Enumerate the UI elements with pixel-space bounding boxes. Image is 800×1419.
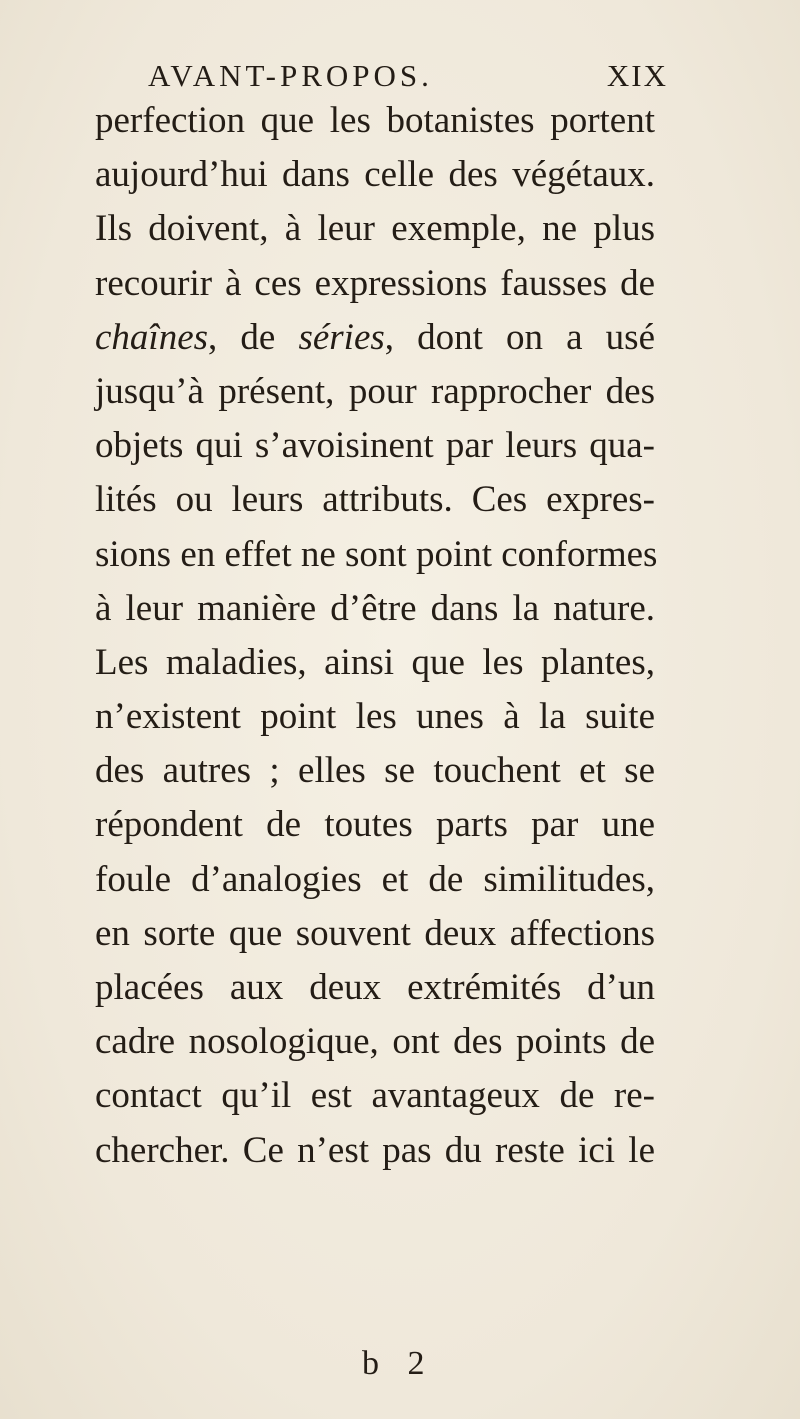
text-line: perfection que les botanistes portent	[95, 100, 655, 141]
text-line: Les maladies, ainsi que les plantes,	[95, 641, 655, 683]
text-line: n’existent point les unes à la suite	[95, 696, 655, 738]
italic-term: chaînes	[95, 316, 209, 358]
body-text	[95, 94, 658, 1178]
running-title: AVANT-PROPOS.	[148, 58, 433, 93]
text-line: objets qui s’avoisinent par leurs qua-	[95, 425, 655, 467]
text-line: foule d’analogies et de similitudes,	[95, 858, 655, 900]
text-line: répondent de toutes parts par une	[95, 804, 655, 846]
text-line: cadre nosologique, ont des points de	[95, 1021, 655, 1063]
text-line: des autres ; elles se touchent et se	[95, 750, 655, 792]
italic-term: séries	[298, 316, 385, 358]
text-line: chercher. Ce n’est pas du reste ici le	[95, 1129, 655, 1171]
text-span: , de	[208, 316, 299, 358]
text-line: aujourd’hui dans celle des végétaux.	[95, 154, 655, 196]
text-line: à leur manière d’être dans la nature.	[95, 587, 655, 629]
text-line: placées aux deux extrémités d’un	[95, 967, 655, 1008]
text-line: lités ou leurs attributs. Ces expres-	[95, 479, 655, 521]
page-number: XIX	[606, 58, 668, 93]
text-line: recourir à ces expressions fausses de	[95, 262, 655, 304]
text-line: Ils doivent, à leur exemple, ne plus	[95, 208, 655, 250]
page-header	[148, 58, 668, 98]
signature-mark: b 2	[362, 1345, 435, 1382]
text-line: en sorte que souvent deux affections	[95, 912, 655, 954]
text-line: jusqu’à présent, pour rapprocher des	[95, 370, 655, 412]
text-line	[95, 311, 655, 365]
text-line: contact qu’il est avantageux de re-	[95, 1075, 655, 1117]
text-line: sions en effet ne sont point conformes	[95, 533, 658, 575]
text-span: , dont on a usé	[384, 316, 655, 358]
